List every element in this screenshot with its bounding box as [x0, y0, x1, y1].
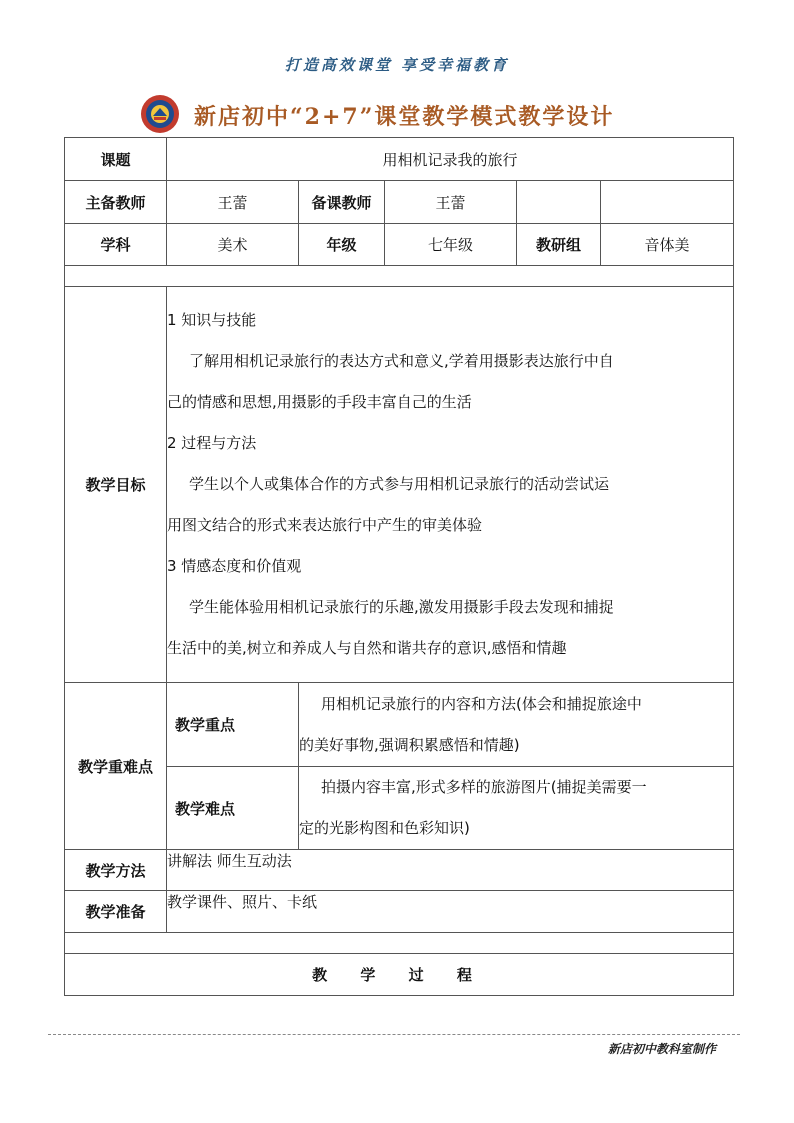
key-points-label: 教学重难点 — [65, 683, 167, 850]
prep-teacher-value: 王蕾 — [385, 181, 517, 224]
difficult-point-label: 教学难点 — [167, 767, 299, 850]
difficult-point-text: 拍摄内容丰富,形式多样的旅游图片(捕捉美需要一 — [321, 778, 647, 796]
key-point-content — [299, 683, 734, 767]
course-label: 课题 — [65, 138, 167, 181]
subject-value: 美术 — [167, 224, 299, 266]
prep-teacher-label: 备课教师 — [299, 181, 385, 224]
objective-heading: 1 知识与技能 — [167, 311, 257, 329]
empty-cell — [517, 181, 601, 224]
group-value: 音体美 — [601, 224, 734, 266]
method-value: 讲解法 师生互动法 — [167, 850, 734, 891]
objective-text: 己的情感和思想,用摄影的手段丰富自己的生活 — [167, 393, 472, 411]
footer-credit: 新店初中教科室制作 — [607, 1042, 716, 1056]
grade-label: 年级 — [299, 224, 385, 266]
objectives-label: 教学目标 — [65, 287, 167, 683]
objectives-content — [167, 287, 734, 683]
lead-teacher-label: 主备教师 — [65, 181, 167, 224]
method-label: 教学方法 — [65, 850, 167, 891]
footer-divider — [48, 1034, 740, 1035]
document-header — [140, 94, 660, 134]
empty-cell — [601, 181, 734, 224]
lesson-plan-table — [64, 137, 734, 996]
objective-heading: 2 过程与方法 — [167, 434, 257, 452]
difficult-point-text: 定的光影构图和色彩知识) — [299, 819, 470, 837]
objective-text: 了解用相机记录旅行的表达方式和意义,学着用摄影表达旅行中自 — [189, 352, 614, 370]
course-value: 用相机记录我的旅行 — [167, 138, 734, 181]
spacer-row — [65, 266, 734, 287]
slogan: 打造高效课堂 享受幸福教育 — [284, 56, 510, 74]
objective-heading: 3 情感态度和价值观 — [167, 557, 302, 575]
prep-value: 教学课件、照片、卡纸 — [167, 891, 734, 933]
school-emblem-icon — [140, 94, 180, 134]
objective-text: 学生以个人或集体合作的方式参与用相机记录旅行的活动尝试运 — [189, 475, 610, 493]
document-title: 新店初中“2+7”课堂教学模式教学设计 — [194, 104, 615, 130]
prep-label: 教学准备 — [65, 891, 167, 933]
process-heading: 教 学 过 程 — [65, 954, 734, 996]
key-point-label: 教学重点 — [167, 683, 299, 767]
lead-teacher-value: 王蕾 — [167, 181, 299, 224]
group-label: 教研组 — [517, 224, 601, 266]
objective-text: 用图文结合的形式来表达旅行中产生的审美体验 — [167, 516, 483, 534]
key-point-text: 的美好事物,强调积累感悟和情趣) — [299, 735, 520, 754]
subject-label: 学科 — [65, 224, 167, 266]
key-point-text: 用相机记录旅行的内容和方法(体会和捕捉旅途中 — [321, 694, 642, 713]
objective-text: 生活中的美,树立和养成人与自然和谐共存的意识,感悟和情趣 — [167, 639, 567, 657]
objective-text: 学生能体验用相机记录旅行的乐趣,激发用摄影手段去发现和捕捉 — [189, 598, 614, 616]
grade-value: 七年级 — [385, 224, 517, 266]
difficult-point-content — [299, 767, 734, 850]
spacer-row — [65, 933, 734, 954]
